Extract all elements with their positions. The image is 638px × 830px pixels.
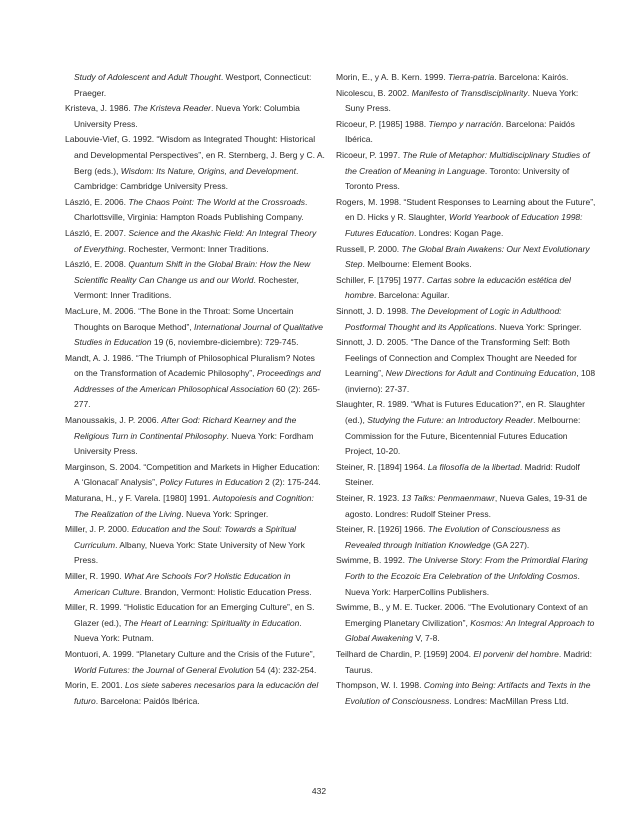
reference-text: 54 (4): 232-254. (253, 664, 317, 675)
reference-text: . Barcelona: Paidós Ibérica. (345, 118, 575, 145)
reference-title: Tiempo y narración (428, 118, 502, 129)
reference-text: . Londres: Kogan Page. (413, 227, 504, 238)
reference-title: World Yearbook of Education 1998: Futures Education (345, 212, 583, 238)
reference-text: . Barcelona: Paidós Ibérica. (95, 695, 200, 706)
reference-text: Mandt, A. J. 1986. “The Triumph of Philosophical Pluralism? Notes on the Transformation of Academic Philosophy”, (65, 352, 315, 379)
reference-text: Manoussakis, J. P. 2006. (65, 415, 162, 426)
reference-title: World Futures: the Journal of General Evolution (74, 664, 254, 675)
reference-entry (336, 397, 596, 459)
reference-text: Miller, J. P. 2000. (65, 524, 132, 535)
reference-title: Los siete saberes necesarios para la educación del futuro (74, 680, 319, 706)
reference-text: Russell, P. 2000. (336, 243, 402, 254)
reference-entry (65, 647, 325, 678)
reference-text: László, E. 2006. (65, 196, 129, 207)
reference-entry (65, 70, 325, 101)
reference-title: The Kristeva Reader (133, 103, 211, 114)
reference-entry (336, 148, 596, 195)
reference-entry (65, 460, 325, 491)
reference-text: Steiner, R. 1923. (336, 493, 402, 504)
reference-text: . Nueva York: Springer. (494, 321, 582, 332)
reference-entry (336, 70, 596, 86)
reference-entry (65, 101, 325, 132)
reference-entry (336, 273, 596, 304)
reference-text: Morin, E. 2001. (65, 680, 126, 691)
reference-text: . Nueva York: Fordham University Press. (74, 430, 314, 457)
reference-title: The Rule of Metaphor: Multidisciplinary Studies of the Creation of Meaning in Language (345, 149, 590, 176)
reference-text: . Londres: MacMillan Press Ltd. (449, 695, 569, 706)
reference-text: . Charlottsville, Virginia: Hampton Roads Publishing Company. (74, 196, 308, 223)
reference-entry (65, 413, 325, 460)
reference-text: Ricoeur, P. 1997. (336, 149, 403, 160)
reference-entry (65, 304, 325, 351)
reference-text: Marginson, S. 2004. “Competition and Markets in Higher Education: A ‘Glonacal’ Analysis”, (65, 461, 320, 488)
reference-text: . Melbourne: Commission for the Future, Bicentennial Futures Education Project, 10-20. (345, 415, 581, 457)
reference-text: Nicolescu, B. 2002. (336, 87, 412, 98)
reference-title: Education and the Soul: Towards a Spiritual Curriculum (74, 524, 297, 550)
reference-entry (336, 242, 596, 273)
reference-text: László, E. 2008. (65, 259, 129, 270)
reference-title: Coming into Being: Artifacts and Texts in the Evolution of Consciousness (345, 680, 591, 706)
reference-text: . Madrid: Taurus. (345, 648, 592, 675)
reference-entry (65, 257, 325, 304)
reference-entry (336, 117, 596, 148)
reference-entry (65, 132, 325, 194)
reference-title: The Universe Story: From the Primordial Flaring Forth to the Ecozoic Era Celebration of the Unfolding Cosmos (345, 555, 588, 581)
reference-text: . Rochester, Vermont: Inner Traditions. (74, 274, 299, 301)
reference-text: . Barcelona: Aguilar. (373, 290, 450, 301)
reference-entry (336, 86, 596, 117)
reference-title: After God: Richard Kearney and the Religious Turn in Continental Philosophy (74, 415, 297, 441)
reference-entry (336, 553, 596, 600)
reference-text: Maturana, H., y F. Varela. [1980] 1991. (65, 493, 213, 504)
reference-text: V, 7-8. (413, 633, 440, 644)
reference-text: Sinnott, J. D. 1998. (336, 305, 411, 316)
reference-text: . Brandon, Vermont: Holistic Education Press. (139, 586, 312, 597)
reference-title: What Are Schools For? Holistic Education in American Culture (74, 571, 291, 597)
reference-text: 2 (2): 175-244. (262, 477, 321, 488)
reference-title: Policy Futures in Education (159, 477, 263, 488)
reference-text: . Westport, Connecticut: Praeger. (74, 72, 312, 98)
reference-title: 13 Talks: Penmaenmawr (401, 493, 495, 504)
reference-title: Science and the Akashic Field: An Integral Theory of Everything (74, 227, 317, 254)
right-column (336, 70, 596, 709)
reference-text: Montuori, A. 1999. “Planetary Culture and the Crisis of the Future”, (65, 648, 315, 659)
reference-text: Schiller, F. [1795] 1977. (336, 274, 427, 285)
reference-text: Miller, R. 1999. “Holistic Education for an Emerging Culture”, en S. Glazer (ed.), (65, 602, 315, 628)
reference-text: , Nueva Gales, 19-31 de agosto. Londres: Rudolf Steiner Press. (345, 493, 588, 519)
reference-text: Kristeva, J. 1986. (65, 103, 134, 114)
reference-entry (336, 460, 596, 491)
reference-text: László, E. 2007. (65, 227, 129, 238)
reference-text: . Rochester, Vermont: Inner Traditions. (123, 243, 269, 254)
reference-text: . Melbourne: Element Books. (362, 259, 472, 270)
reference-text: Swimme, B. 1992. (336, 555, 408, 566)
reference-text: Miller, R. 1990. (65, 571, 125, 581)
reference-text: MacLure, M. 2006. “The Bone in the Throat: Some Uncertain Thoughts on Baroque Method”, (65, 305, 294, 332)
reference-title: Proceedings and Addresses of the American Philosophical Association (74, 368, 321, 394)
reference-text: . Nueva York: Putnam. (74, 617, 302, 644)
reference-entry (65, 522, 325, 569)
reference-entry (65, 351, 325, 413)
reference-text: . Toronto: University of Toronto Press. (345, 165, 570, 192)
reference-entry (336, 678, 596, 709)
reference-title: Tierra-patria (447, 72, 495, 82)
reference-text: Teilhard de Chardin, P. [1959] 2004. (336, 648, 474, 659)
page-number: 432 (311, 786, 327, 796)
reference-text: 60 (2): 265-277. (74, 383, 321, 410)
reference-text: . Cambridge: Cambridge University Press. (74, 165, 299, 192)
reference-text: . Nueva York: Suny Press. (345, 87, 579, 114)
reference-text: Steiner, R. [1894] 1964. (336, 461, 428, 472)
reference-text: Steiner, R. [1926] 1966. (336, 524, 428, 535)
reference-entry (336, 491, 596, 522)
reference-title: The Heart of Learning: Spirituality in Education (123, 617, 300, 628)
reference-text: Ricoeur, P. [1985] 1988. (336, 118, 429, 129)
reference-title: International Journal of Qualitative Studies in Education (74, 321, 324, 348)
reference-title: New Directions for Adult and Continuing Education (385, 368, 577, 379)
reference-title: La filosofía de la libertad (427, 461, 520, 472)
reference-entry (336, 647, 596, 678)
reference-text: . Madrid: Rudolf Steiner. (345, 461, 580, 488)
reference-title: El porvenir del hombre (473, 648, 559, 659)
reference-title: Autopoiesis and Cognition: The Realization of the Living (74, 493, 314, 519)
reference-text: Slaughter, R. 1989. “What is Futures Education?”, en R. Slaughter (ed.), (336, 399, 585, 426)
reference-entry (336, 335, 596, 397)
reference-text: Rogers, M. 1998. “Student Responses to Learning about the Future”, en D. Hicks y R. Slaughter, (336, 196, 596, 223)
reference-text: . Nueva York: HarperCollins Publishers. (345, 571, 580, 597)
reference-text: . Nueva York: Springer. (181, 508, 269, 519)
reference-text: . Barcelona: Kairós. (494, 72, 569, 82)
reference-entry (336, 600, 596, 647)
reference-entry (65, 226, 325, 257)
reference-title: Cartas sobre la educación estética del hombre (345, 274, 571, 301)
reference-title: Quantum Shift in the Global Brain: How the New Scientific Reality Can Change us and our World (74, 259, 311, 285)
reference-entry (336, 195, 596, 242)
reference-title: Kosmos: An Integral Approach to Global Awakening (345, 617, 595, 644)
reference-entry (65, 569, 325, 600)
reference-title: Studying the Future: an Introductory Reader (367, 415, 534, 426)
reference-text: . Albany, Nueva York: State University of New York Press. (74, 539, 305, 566)
reference-entry (65, 195, 325, 226)
reference-entry (65, 491, 325, 522)
reference-text: (GA 227). (490, 539, 530, 550)
reference-text: Morin, E., y A. B. Kern. 1999. (336, 72, 448, 82)
reference-entry (65, 678, 325, 709)
reference-title: Manifesto of Transdisciplinarity (411, 87, 528, 98)
reference-title: The Development of Logic in Adulthood: Postformal Thought and its Applications (345, 305, 562, 332)
reference-title: The Evolution of Consciousness as Revealed through Initiation Knowledge (345, 524, 561, 550)
reference-text: Sinnott, J. D. 2005. “The Dance of the Transforming Self: Both Feelings of Connection and Complex Thought are Needed for Learning”, (336, 337, 577, 379)
reference-title: The Chaos Point: The World at the Crossroads (128, 196, 306, 207)
left-column (65, 70, 325, 709)
reference-title: The Global Brain Awakens: Our Next Evolutionary Step (345, 243, 590, 270)
reference-text: Labouvie-Vief, G. 1992. “Wisdom as Integrated Thought: Historical and Developmental Perspectives”, en R. Sternberg, J. Berg y C. A. Berg (eds.), (65, 134, 325, 176)
reference-entry (65, 600, 325, 647)
reference-title: Wisdom: Its Nature, Origins, and Development (120, 165, 296, 176)
reference-text: 19 (6, noviembre-diciembre): 729-745. (151, 337, 299, 348)
reference-text: , 108 (invierno): 27-37. (345, 368, 596, 394)
reference-text: . Nueva York: Columbia University Press. (74, 103, 300, 129)
reference-text: Thompson, W. I. 1998. (336, 680, 424, 691)
reference-text: Swimme, B., y M. E. Tucker. 2006. “The Evolutionary Context of an Emerging Planetary Civilization”, (336, 602, 588, 628)
reference-title: Study of Adolescent and Adult Thought (74, 72, 221, 82)
reference-entry (336, 304, 596, 335)
reference-entry (336, 522, 596, 553)
